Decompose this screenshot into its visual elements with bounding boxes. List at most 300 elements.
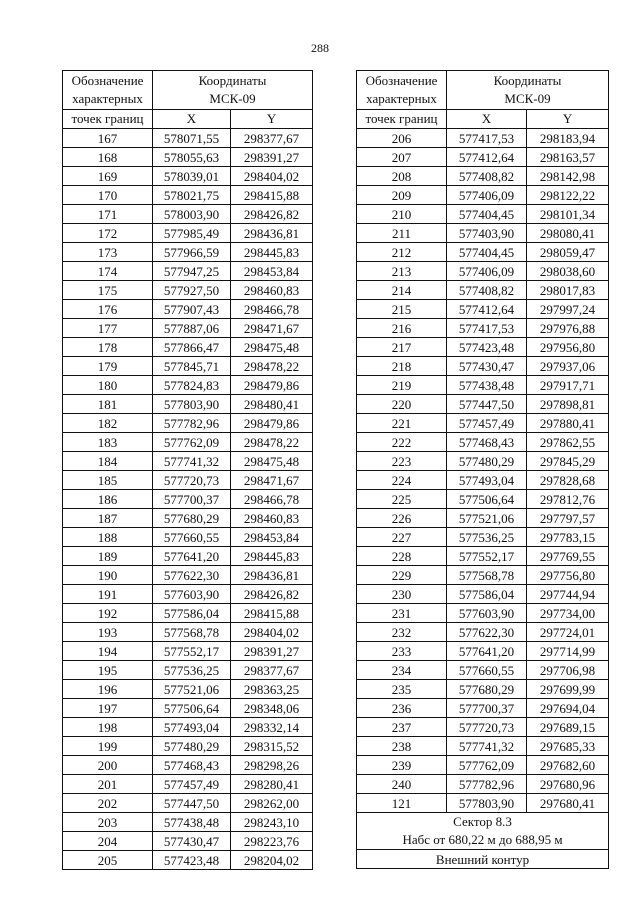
sector-contour: Внешний контур <box>357 850 609 869</box>
point-number-cell: 177 <box>63 319 153 338</box>
x-coordinate-cell: 577408,82 <box>447 167 527 186</box>
y-coordinate-cell: 297769,55 <box>527 547 609 566</box>
y-coordinate-cell: 298426,82 <box>231 585 313 604</box>
x-coordinate-cell: 577741,32 <box>447 737 527 756</box>
table-row <box>63 813 313 832</box>
point-number-cell: 237 <box>357 718 447 737</box>
point-number-cell: 175 <box>63 281 153 300</box>
table-row <box>63 566 313 585</box>
header-coordinates-line: МСК-09 <box>209 91 256 106</box>
point-number-cell: 220 <box>357 395 447 414</box>
y-coordinate-cell: 297862,55 <box>527 433 609 452</box>
y-coordinate-cell: 298445,83 <box>231 243 313 262</box>
point-number-cell: 181 <box>63 395 153 414</box>
x-coordinate-cell: 577586,04 <box>153 604 231 623</box>
x-coordinate-cell: 577782,96 <box>153 414 231 433</box>
y-coordinate-cell: 298475,48 <box>231 338 313 357</box>
table-row <box>63 604 313 623</box>
point-number-cell: 189 <box>63 547 153 566</box>
point-number-cell: 227 <box>357 528 447 547</box>
x-coordinate-cell: 577700,37 <box>447 699 527 718</box>
x-coordinate-cell: 577404,45 <box>447 205 527 224</box>
point-number-cell: 194 <box>63 642 153 661</box>
table-row <box>63 509 313 528</box>
header-coordinates <box>153 71 313 110</box>
point-number-cell: 168 <box>63 148 153 167</box>
point-number-cell: 178 <box>63 338 153 357</box>
table-row <box>63 224 313 243</box>
y-coordinate-cell: 298377,67 <box>231 661 313 680</box>
point-number-cell: 217 <box>357 338 447 357</box>
y-coordinate-cell: 297724,01 <box>527 623 609 642</box>
y-coordinate-cell: 298453,84 <box>231 262 313 281</box>
y-coordinate-cell: 297685,33 <box>527 737 609 756</box>
y-coordinate-cell: 298453,84 <box>231 528 313 547</box>
y-coordinate-cell: 297682,60 <box>527 756 609 775</box>
point-number-cell: 179 <box>63 357 153 376</box>
y-coordinate-cell: 298415,88 <box>231 604 313 623</box>
y-coordinate-cell: 298479,86 <box>231 376 313 395</box>
table-row <box>63 699 313 718</box>
y-coordinate-cell: 297845,29 <box>527 452 609 471</box>
coordinates-table-left <box>62 70 313 870</box>
table-row <box>63 300 313 319</box>
table-row <box>357 433 609 452</box>
y-coordinate-cell: 298204,02 <box>231 851 313 870</box>
x-coordinate-cell: 577447,50 <box>447 395 527 414</box>
point-number-cell: 212 <box>357 243 447 262</box>
table-row <box>63 661 313 680</box>
point-number-cell: 233 <box>357 642 447 661</box>
point-number-cell: 198 <box>63 718 153 737</box>
point-number-cell: 223 <box>357 452 447 471</box>
x-coordinate-cell: 577586,04 <box>447 585 527 604</box>
x-coordinate-cell: 577536,25 <box>447 528 527 547</box>
table-row <box>357 300 609 319</box>
y-coordinate-cell: 298332,14 <box>231 718 313 737</box>
y-coordinate-cell: 298426,82 <box>231 205 313 224</box>
point-number-cell: 184 <box>63 452 153 471</box>
table-row <box>357 395 609 414</box>
table-row <box>357 490 609 509</box>
point-number-cell: 203 <box>63 813 153 832</box>
table-row <box>357 528 609 547</box>
table-row <box>63 775 313 794</box>
y-coordinate-cell: 297898,81 <box>527 395 609 414</box>
y-coordinate-cell: 297694,04 <box>527 699 609 718</box>
x-coordinate-cell: 577641,20 <box>153 547 231 566</box>
point-number-cell: 222 <box>357 433 447 452</box>
point-number-cell: 230 <box>357 585 447 604</box>
x-coordinate-cell: 577417,53 <box>447 319 527 338</box>
table-row <box>63 756 313 775</box>
x-coordinate-cell: 577622,30 <box>447 623 527 642</box>
point-number-cell: 213 <box>357 262 447 281</box>
x-coordinate-cell: 577406,09 <box>447 262 527 281</box>
y-coordinate-cell: 298460,83 <box>231 281 313 300</box>
table-row <box>357 661 609 680</box>
y-coordinate-cell: 297680,41 <box>527 794 609 813</box>
header-coordinates-line: МСК-09 <box>504 91 551 106</box>
header-coordinates-line: Координаты <box>493 73 562 88</box>
header-y: Y <box>231 110 313 129</box>
y-coordinate-cell: 297734,00 <box>527 604 609 623</box>
x-coordinate-cell: 577782,96 <box>447 775 527 794</box>
point-number-cell: 176 <box>63 300 153 319</box>
y-coordinate-cell: 298183,94 <box>527 129 609 148</box>
x-coordinate-cell: 578003,90 <box>153 205 231 224</box>
table-row <box>357 129 609 148</box>
y-coordinate-cell: 298348,06 <box>231 699 313 718</box>
x-coordinate-cell: 577720,73 <box>153 471 231 490</box>
page-number: 288 <box>311 41 329 55</box>
x-coordinate-cell: 577406,09 <box>447 186 527 205</box>
table-row <box>63 642 313 661</box>
x-coordinate-cell: 577680,29 <box>447 680 527 699</box>
point-number-cell: 200 <box>63 756 153 775</box>
sector-subtitle: Набс от 680,22 м до 688,95 м <box>402 832 563 847</box>
x-coordinate-cell: 577762,09 <box>153 433 231 452</box>
x-coordinate-cell: 577423,48 <box>447 338 527 357</box>
point-number-cell: 204 <box>63 832 153 851</box>
x-coordinate-cell: 577985,49 <box>153 224 231 243</box>
point-number-cell: 215 <box>357 300 447 319</box>
point-number-cell: 209 <box>357 186 447 205</box>
x-coordinate-cell: 577493,04 <box>153 718 231 737</box>
table-row <box>63 471 313 490</box>
x-coordinate-cell: 577568,78 <box>447 566 527 585</box>
x-coordinate-cell: 578021,75 <box>153 186 231 205</box>
table-row <box>63 395 313 414</box>
y-coordinate-cell: 298280,41 <box>231 775 313 794</box>
y-coordinate-cell: 298460,83 <box>231 509 313 528</box>
table-row <box>357 167 609 186</box>
table-row <box>357 319 609 338</box>
y-coordinate-cell: 297937,06 <box>527 357 609 376</box>
point-number-cell: 202 <box>63 794 153 813</box>
table-row <box>63 357 313 376</box>
x-coordinate-cell: 577412,64 <box>447 148 527 167</box>
table-row <box>63 718 313 737</box>
y-coordinate-cell: 298080,41 <box>527 224 609 243</box>
point-number-cell: 182 <box>63 414 153 433</box>
point-number-cell: 232 <box>357 623 447 642</box>
header-point-line: точек границ <box>357 110 447 129</box>
table-row <box>357 262 609 281</box>
x-coordinate-cell: 577506,64 <box>153 699 231 718</box>
point-number-cell: 192 <box>63 604 153 623</box>
table-row <box>63 186 313 205</box>
x-coordinate-cell: 577457,49 <box>153 775 231 794</box>
header-point-line: характерных <box>366 91 437 106</box>
x-coordinate-cell: 577404,45 <box>447 243 527 262</box>
sector-block <box>357 813 609 869</box>
y-coordinate-cell: 297828,68 <box>527 471 609 490</box>
y-coordinate-cell: 297956,80 <box>527 338 609 357</box>
y-coordinate-cell: 298436,81 <box>231 224 313 243</box>
table-row <box>63 490 313 509</box>
table-row <box>357 737 609 756</box>
table-row <box>357 642 609 661</box>
point-number-cell: 205 <box>63 851 153 870</box>
table-row <box>357 186 609 205</box>
y-coordinate-cell: 298377,67 <box>231 129 313 148</box>
point-number-cell: 224 <box>357 471 447 490</box>
table-row <box>63 623 313 642</box>
point-number-cell: 238 <box>357 737 447 756</box>
x-coordinate-cell: 577720,73 <box>447 718 527 737</box>
y-coordinate-cell: 297689,15 <box>527 718 609 737</box>
table-row <box>63 376 313 395</box>
point-number-cell: 121 <box>357 794 447 813</box>
coordinates-table-right <box>356 70 609 869</box>
x-coordinate-cell: 577457,49 <box>447 414 527 433</box>
x-coordinate-cell: 577803,90 <box>153 395 231 414</box>
point-number-cell: 196 <box>63 680 153 699</box>
point-number-cell: 235 <box>357 680 447 699</box>
table-row <box>63 528 313 547</box>
point-number-cell: 195 <box>63 661 153 680</box>
y-coordinate-cell: 297714,99 <box>527 642 609 661</box>
point-number-cell: 193 <box>63 623 153 642</box>
y-coordinate-cell: 298478,22 <box>231 357 313 376</box>
x-coordinate-cell: 577536,25 <box>153 661 231 680</box>
x-coordinate-cell: 578071,55 <box>153 129 231 148</box>
x-coordinate-cell: 577468,43 <box>153 756 231 775</box>
point-number-cell: 216 <box>357 319 447 338</box>
table-row <box>63 452 313 471</box>
table-row <box>357 566 609 585</box>
x-coordinate-cell: 577438,48 <box>447 376 527 395</box>
point-number-cell: 240 <box>357 775 447 794</box>
table-row <box>63 414 313 433</box>
table-row <box>357 775 609 794</box>
table-row <box>63 205 313 224</box>
point-number-cell: 173 <box>63 243 153 262</box>
table-row <box>357 338 609 357</box>
x-coordinate-cell: 577417,53 <box>447 129 527 148</box>
table-row <box>63 129 313 148</box>
y-coordinate-cell: 298445,83 <box>231 547 313 566</box>
table-row <box>63 851 313 870</box>
x-coordinate-cell: 577430,47 <box>153 832 231 851</box>
point-number-cell: 167 <box>63 129 153 148</box>
table-row <box>357 452 609 471</box>
table-row <box>357 376 609 395</box>
x-coordinate-cell: 577887,06 <box>153 319 231 338</box>
point-number-cell: 239 <box>357 756 447 775</box>
y-coordinate-cell: 298163,57 <box>527 148 609 167</box>
x-coordinate-cell: 577403,90 <box>447 224 527 243</box>
x-coordinate-cell: 577680,29 <box>153 509 231 528</box>
y-coordinate-cell: 297744,94 <box>527 585 609 604</box>
y-coordinate-cell: 298298,26 <box>231 756 313 775</box>
table-row <box>357 205 609 224</box>
point-number-cell: 228 <box>357 547 447 566</box>
x-coordinate-cell: 577660,55 <box>153 528 231 547</box>
x-coordinate-cell: 577521,06 <box>447 509 527 528</box>
x-coordinate-cell: 577552,17 <box>447 547 527 566</box>
y-coordinate-cell: 298478,22 <box>231 433 313 452</box>
x-coordinate-cell: 577927,50 <box>153 281 231 300</box>
point-number-cell: 226 <box>357 509 447 528</box>
x-coordinate-cell: 577412,64 <box>447 300 527 319</box>
y-coordinate-cell: 297812,76 <box>527 490 609 509</box>
table-row <box>357 794 609 813</box>
table-row <box>357 357 609 376</box>
table-row <box>63 338 313 357</box>
header-point-line: характерных <box>72 91 143 106</box>
point-number-cell: 183 <box>63 433 153 452</box>
point-number-cell: 201 <box>63 775 153 794</box>
y-coordinate-cell: 298404,02 <box>231 623 313 642</box>
point-number-cell: 190 <box>63 566 153 585</box>
point-number-cell: 188 <box>63 528 153 547</box>
y-coordinate-cell: 297706,98 <box>527 661 609 680</box>
point-number-cell: 208 <box>357 167 447 186</box>
point-number-cell: 185 <box>63 471 153 490</box>
header-coordinates-line: Координаты <box>198 73 267 88</box>
y-coordinate-cell: 298363,25 <box>231 680 313 699</box>
point-number-cell: 171 <box>63 205 153 224</box>
y-coordinate-cell: 297680,96 <box>527 775 609 794</box>
y-coordinate-cell: 297880,41 <box>527 414 609 433</box>
x-coordinate-cell: 577447,50 <box>153 794 231 813</box>
point-number-cell: 197 <box>63 699 153 718</box>
table-body-left <box>63 129 313 870</box>
x-coordinate-cell: 577824,83 <box>153 376 231 395</box>
x-coordinate-cell: 577845,71 <box>153 357 231 376</box>
point-number-cell: 186 <box>63 490 153 509</box>
y-coordinate-cell: 298391,27 <box>231 642 313 661</box>
x-coordinate-cell: 577641,20 <box>447 642 527 661</box>
table-row <box>357 623 609 642</box>
x-coordinate-cell: 577438,48 <box>153 813 231 832</box>
x-coordinate-cell: 577603,90 <box>447 604 527 623</box>
point-number-cell: 187 <box>63 509 153 528</box>
table-row <box>357 756 609 775</box>
point-number-cell: 231 <box>357 604 447 623</box>
x-coordinate-cell: 578055,63 <box>153 148 231 167</box>
y-coordinate-cell: 298475,48 <box>231 452 313 471</box>
header-point-line: точек границ <box>63 110 153 129</box>
y-coordinate-cell: 297699,99 <box>527 680 609 699</box>
y-coordinate-cell: 298415,88 <box>231 186 313 205</box>
x-coordinate-cell: 577552,17 <box>153 642 231 661</box>
x-coordinate-cell: 577907,43 <box>153 300 231 319</box>
x-coordinate-cell: 577866,47 <box>153 338 231 357</box>
y-coordinate-cell: 298122,22 <box>527 186 609 205</box>
point-number-cell: 206 <box>357 129 447 148</box>
x-coordinate-cell: 577966,59 <box>153 243 231 262</box>
point-number-cell: 219 <box>357 376 447 395</box>
y-coordinate-cell: 298243,10 <box>231 813 313 832</box>
y-coordinate-cell: 297756,80 <box>527 566 609 585</box>
y-coordinate-cell: 298466,78 <box>231 300 313 319</box>
table-row <box>63 319 313 338</box>
y-coordinate-cell: 297917,71 <box>527 376 609 395</box>
header-x: X <box>153 110 231 129</box>
y-coordinate-cell: 298480,41 <box>231 395 313 414</box>
table-row <box>63 737 313 756</box>
y-coordinate-cell: 298391,27 <box>231 148 313 167</box>
table-row <box>357 585 609 604</box>
point-number-cell: 169 <box>63 167 153 186</box>
y-coordinate-cell: 298142,98 <box>527 167 609 186</box>
table-row <box>63 262 313 281</box>
point-number-cell: 234 <box>357 661 447 680</box>
table-row <box>63 433 313 452</box>
table-row <box>63 547 313 566</box>
y-coordinate-cell: 297976,88 <box>527 319 609 338</box>
point-number-cell: 174 <box>63 262 153 281</box>
sector-title: Сектор 8.3 <box>453 814 512 829</box>
header-y: Y <box>527 110 609 129</box>
x-coordinate-cell: 577480,29 <box>153 737 231 756</box>
x-coordinate-cell: 577568,78 <box>153 623 231 642</box>
y-coordinate-cell: 298262,00 <box>231 794 313 813</box>
table-body-right <box>357 129 609 813</box>
y-coordinate-cell: 298466,78 <box>231 490 313 509</box>
table-row <box>63 585 313 604</box>
x-coordinate-cell: 577762,09 <box>447 756 527 775</box>
point-number-cell: 172 <box>63 224 153 243</box>
y-coordinate-cell: 297997,24 <box>527 300 609 319</box>
x-coordinate-cell: 577468,43 <box>447 433 527 452</box>
y-coordinate-cell: 298059,47 <box>527 243 609 262</box>
table-row <box>357 471 609 490</box>
header-point-line: Обозначение <box>365 73 438 88</box>
table-row <box>357 718 609 737</box>
point-number-cell: 199 <box>63 737 153 756</box>
header-point-designation <box>357 71 447 110</box>
table-row <box>63 243 313 262</box>
x-coordinate-cell: 577700,37 <box>153 490 231 509</box>
table-row <box>357 547 609 566</box>
table-row <box>357 680 609 699</box>
point-number-cell: 229 <box>357 566 447 585</box>
table-row <box>357 281 609 300</box>
y-coordinate-cell: 298479,86 <box>231 414 313 433</box>
x-coordinate-cell: 577423,48 <box>153 851 231 870</box>
y-coordinate-cell: 298017,83 <box>527 281 609 300</box>
table-row <box>357 414 609 433</box>
table-row <box>357 509 609 528</box>
x-coordinate-cell: 578039,01 <box>153 167 231 186</box>
point-number-cell: 225 <box>357 490 447 509</box>
y-coordinate-cell: 297783,15 <box>527 528 609 547</box>
point-number-cell: 221 <box>357 414 447 433</box>
y-coordinate-cell: 298471,67 <box>231 319 313 338</box>
header-x: X <box>447 110 527 129</box>
x-coordinate-cell: 577603,90 <box>153 585 231 604</box>
table-row <box>63 680 313 699</box>
x-coordinate-cell: 577803,90 <box>447 794 527 813</box>
y-coordinate-cell: 298101,34 <box>527 205 609 224</box>
x-coordinate-cell: 577741,32 <box>153 452 231 471</box>
x-coordinate-cell: 577660,55 <box>447 661 527 680</box>
y-coordinate-cell: 298223,76 <box>231 832 313 851</box>
x-coordinate-cell: 577622,30 <box>153 566 231 585</box>
table-row <box>63 281 313 300</box>
table-row <box>357 243 609 262</box>
point-number-cell: 218 <box>357 357 447 376</box>
table-row <box>357 604 609 623</box>
x-coordinate-cell: 577430,47 <box>447 357 527 376</box>
point-number-cell: 214 <box>357 281 447 300</box>
y-coordinate-cell: 298436,81 <box>231 566 313 585</box>
header-point-designation <box>63 71 153 110</box>
